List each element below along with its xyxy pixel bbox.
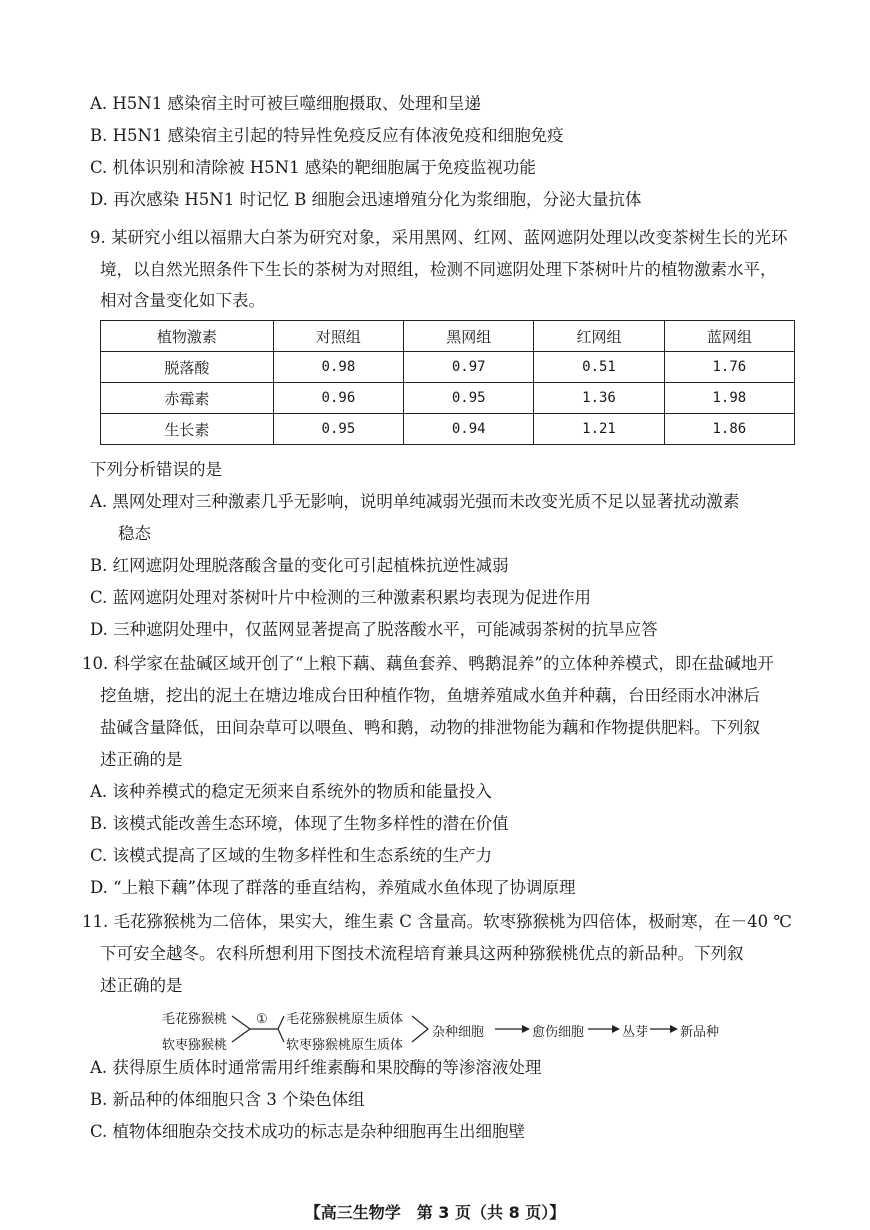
q9-stem-line-1: 9. 某研究小组以福鼎大白茶为研究对象，采用黑网、红网、蓝网遮阴处理以改变茶树生长的光环: [90, 228, 788, 247]
table-cell: 0.98: [273, 352, 403, 383]
q10-option-a: A. 该种养模式的稳定无须来自系统外的物质和能量投入: [90, 782, 492, 801]
q11-stem-line-2: 下可安全越冬。农科所想利用下图技术流程培育兼具这两种猕猴桃优点的新品种。下列叙: [100, 944, 744, 963]
q8-option-d: D. 再次感染 H5N1 时记忆 B 细胞会迅速增殖分化为浆细胞，分泌大量抗体: [90, 190, 642, 209]
flow-result: 新品种: [680, 1025, 720, 1040]
table-cell: 0.97: [404, 352, 534, 383]
page-footer: 【高三生物学 第 3 页（共 8 页）】: [304, 1203, 566, 1222]
q9-option-d: D. 三种遮阴处理中，仅蓝网显著提高了脱落酸水平，可能减弱茶树的抗旱应答: [90, 620, 658, 639]
table-cell: 1.86: [664, 414, 794, 445]
table-header-cell: 对照组: [273, 321, 403, 352]
table-cell: 0.96: [273, 383, 403, 414]
table-header-cell: 红网组: [534, 321, 664, 352]
q10-stem-line-1: 10. 科学家在盐碱区域开创了“上粮下藕、藕鱼套养、鸭鹅混养”的立体种养模式，即在盐碱地开: [82, 654, 774, 673]
q9-option-a-line-1: A. 黑网处理对三种激素几乎无影响，说明单纯减弱光强而未改变光质不足以显著扰动激素: [90, 492, 740, 511]
flow-input-1: 毛花猕猴桃: [162, 1012, 228, 1027]
table-row: [101, 383, 795, 414]
q9-stem-line-3: 相对含量变化如下表。: [100, 291, 265, 310]
q11-option-c: C. 植物体细胞杂交技术成功的标志是杂种细胞再生出细胞壁: [90, 1122, 526, 1141]
table-cell: 生长素: [101, 414, 274, 445]
q9-option-a-line-2: 稳态: [118, 524, 151, 543]
table-cell: 0.95: [273, 414, 403, 445]
q9-prompt: 下列分析错误的是: [90, 460, 222, 479]
q10-option-d: D. “上粮下藕”体现了群落的垂直结构，养殖咸水鱼体现了协调原理: [90, 878, 576, 897]
table-header-cell: 植物激素: [101, 321, 274, 352]
table-header-row: [101, 321, 795, 352]
table-header-cell: 蓝网组: [664, 321, 794, 352]
table-cell: 1.76: [664, 352, 794, 383]
flow-shoot: 丛芽: [622, 1025, 649, 1040]
table-cell: 1.36: [534, 383, 664, 414]
table-row: [101, 414, 795, 445]
table-cell: 1.98: [664, 383, 794, 414]
flow-step-label: ①: [256, 1012, 268, 1027]
table-cell: 赤霉素: [101, 383, 274, 414]
table-cell: 1.21: [534, 414, 664, 445]
q10-option-c: C. 该模式提高了区域的生物多样性和生态系统的生产力: [90, 846, 493, 865]
q11-stem-line-1: 11. 毛花猕猴桃为二倍体，果实大，维生素 C 含量高。软枣猕猴桃为四倍体，极耐寒，在－40 ℃: [82, 912, 792, 931]
flow-protoplast-2: 软枣猕猴桃原生质体: [286, 1038, 404, 1053]
flow-hybrid-cell: 杂种细胞: [432, 1025, 485, 1040]
table-cell: 脱落酸: [101, 352, 274, 383]
q8-option-a: A. H5N1 感染宿主时可被巨噬细胞摄取、处理和呈递: [90, 94, 481, 113]
q8-option-b: B. H5N1 感染宿主引起的特异性免疫反应有体液免疫和细胞免疫: [90, 126, 564, 145]
q10-stem-line-4: 述正确的是: [100, 750, 183, 769]
table-cell: 0.94: [404, 414, 534, 445]
q8-option-c: C. 机体识别和清除被 H5N1 感染的靶细胞属于免疫监视功能: [90, 158, 536, 177]
table-row: [101, 352, 795, 383]
flow-protoplast-1: 毛花猕猴桃原生质体: [286, 1012, 404, 1027]
q9-option-c: C. 蓝网遮阴处理对茶树叶片中检测的三种激素积累均表现为促进作用: [90, 588, 592, 607]
table-cell: 0.95: [404, 383, 534, 414]
table-cell: 0.51: [534, 352, 664, 383]
table-header-cell: 黑网组: [404, 321, 534, 352]
flow-input-2: 软枣猕猴桃: [162, 1038, 228, 1053]
q10-stem-line-2: 挖鱼塘，挖出的泥土在塘边堆成台田种植作物，鱼塘养殖咸水鱼并种藕，台田经雨水冲淋后: [100, 686, 760, 705]
q11-option-a: A. 获得原生质体时通常需用纤维素酶和果胶酶的等渗溶液处理: [90, 1058, 542, 1077]
q11-stem-line-3: 述正确的是: [100, 976, 183, 995]
q11-option-b: B. 新品种的体细胞只含 3 个染色体组: [90, 1090, 365, 1109]
q9-option-b: B. 红网遮阴处理脱落酸含量的变化可引起植株抗逆性减弱: [90, 556, 509, 575]
protoplast-fusion-flowchart: [160, 1006, 720, 1052]
hormone-table: [100, 320, 795, 445]
flow-callus: 愈伤细胞: [532, 1025, 585, 1040]
q10-option-b: B. 该模式能改善生态环境，体现了生物多样性的潜在价值: [90, 814, 509, 833]
q10-stem-line-3: 盐碱含量降低，田间杂草可以喂鱼、鸭和鹅，动物的排泄物能为藕和作物提供肥料。下列叙: [100, 718, 760, 737]
q9-stem-line-2: 境，以自然光照条件下生长的茶树为对照组，检测不同遮阴处理下茶树叶片的植物激素水平，: [100, 260, 777, 279]
